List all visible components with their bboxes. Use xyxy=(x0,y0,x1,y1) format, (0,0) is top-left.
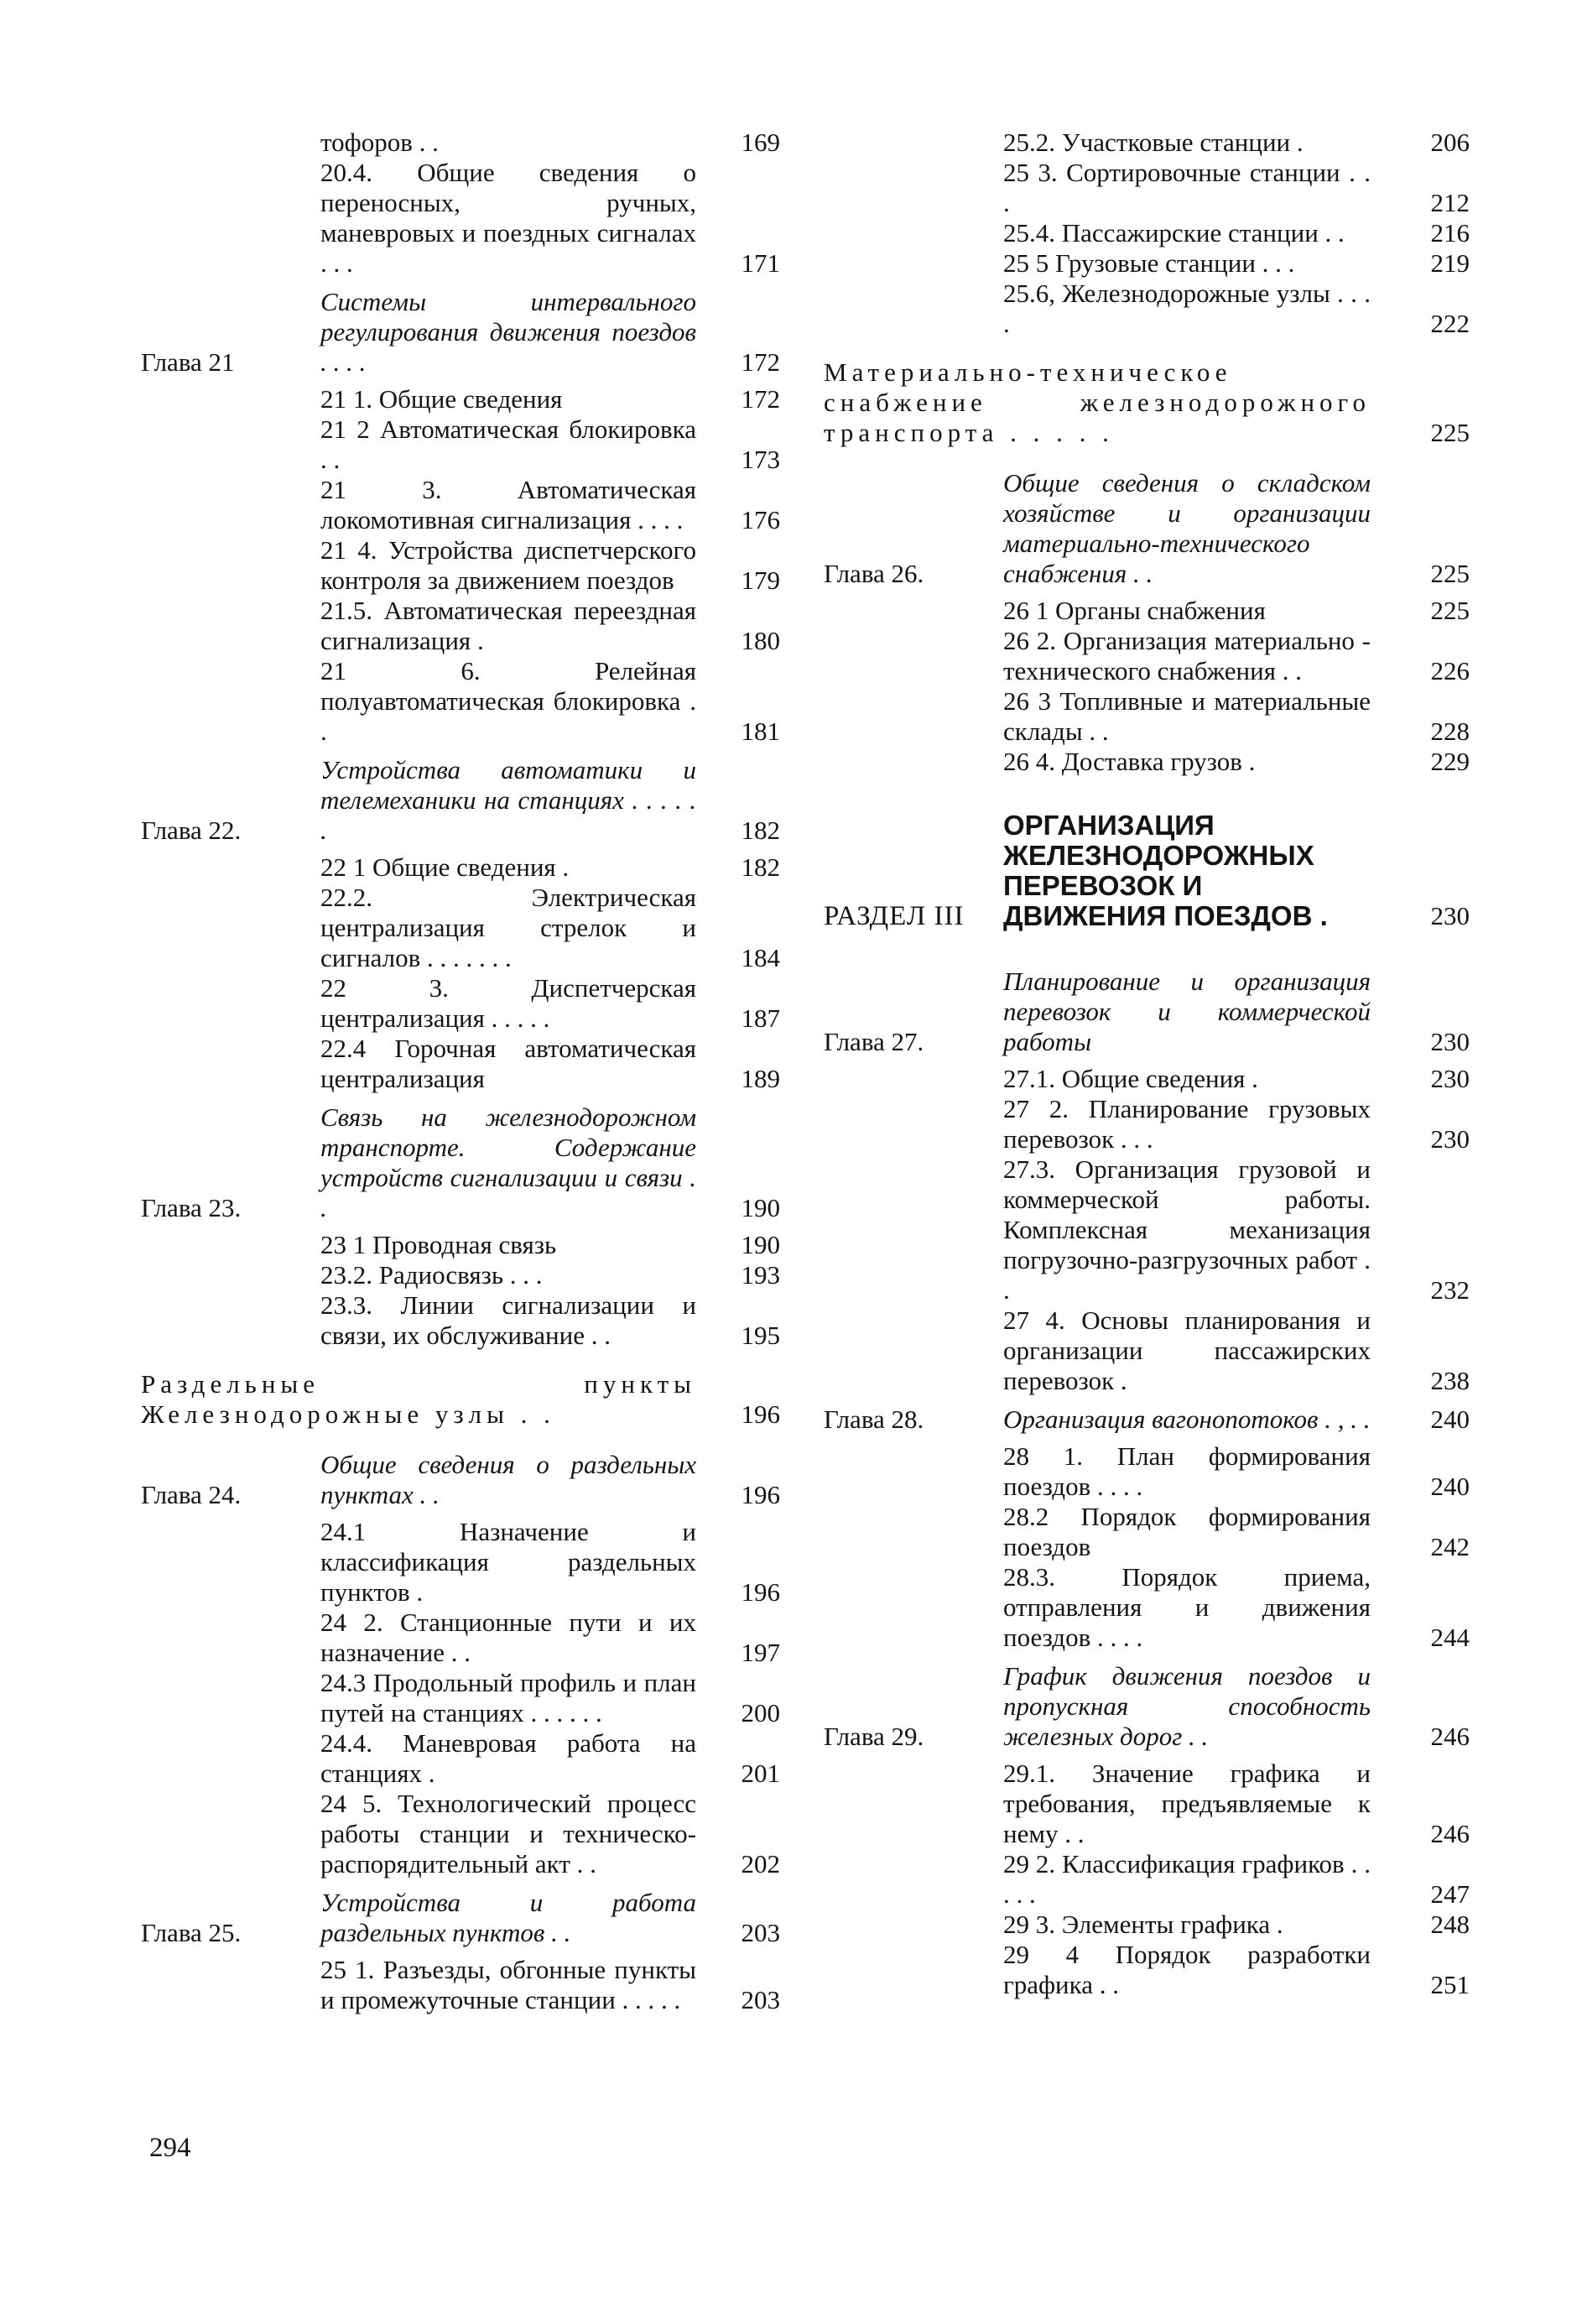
toc-title: 28.3. Порядок приема, отправления и движения поездов . . . . xyxy=(1003,1562,1371,1652)
toc-page-number: 200 xyxy=(741,1698,780,1727)
spacer xyxy=(824,339,1470,357)
spacer xyxy=(824,448,1470,466)
toc-title: 24 5. Технологический процесс работы станции и техническо-распорядительный акт . . xyxy=(320,1789,696,1878)
toc-title: 25 3. Сортировочные станции . . . xyxy=(1003,158,1371,217)
toc-label: Глава 21 xyxy=(141,347,235,377)
toc-page-number: 172 xyxy=(741,384,780,414)
toc-page-number: 230 xyxy=(1430,901,1470,930)
toc-entry-sub xyxy=(141,535,780,596)
toc-page-number: 248 xyxy=(1430,1910,1470,1939)
toc-entry-sub xyxy=(824,218,1470,248)
toc-entry-sub xyxy=(824,596,1470,626)
toc-page-number: 184 xyxy=(741,943,780,972)
toc-title: Планирование и организация перевозок и коммерческой работы xyxy=(1003,967,1371,1056)
toc-page-number: 179 xyxy=(741,565,780,595)
spacer xyxy=(824,1057,1470,1064)
toc-page-number: 219 xyxy=(1430,248,1470,278)
toc-entry-chapter xyxy=(824,1404,1470,1435)
spacer xyxy=(141,1510,780,1517)
toc-title: 29 4 Порядок разработки графика . . xyxy=(1003,1940,1371,1999)
toc-title: 25.2. Участковые станции . xyxy=(1003,128,1304,157)
toc-title: Раздельные пункты Железнодорожные узлы . . xyxy=(141,1369,696,1429)
toc-entry-sub xyxy=(824,1064,1470,1094)
toc-page-number: 247 xyxy=(1430,1879,1470,1909)
toc-page-number: 225 xyxy=(1430,418,1470,447)
toc-title: 29 3. Элементы графика . xyxy=(1003,1910,1283,1939)
toc-entry-sub xyxy=(824,279,1470,339)
toc-title: 23 1 Проводная связь xyxy=(320,1230,557,1259)
toc-page-number: 246 xyxy=(1430,1819,1470,1848)
toc-entry-sub xyxy=(824,1441,1470,1502)
spacer xyxy=(824,1752,1470,1759)
toc-entry-chapter xyxy=(141,1450,780,1510)
toc-title: 22 1 Общие сведения . xyxy=(320,852,570,882)
toc-title: Устройства и работа раздельных пунктов . . xyxy=(320,1888,696,1947)
toc-entry-sub xyxy=(141,414,780,475)
toc-entry-sub xyxy=(824,747,1470,777)
toc-label: Глава 23. xyxy=(141,1193,242,1222)
toc-title: 27 4. Основы планирования и организации пассажирских перевозок . xyxy=(1003,1305,1371,1395)
toc-label: Глава 28. xyxy=(824,1404,924,1434)
spacer xyxy=(141,846,780,852)
toc-page-number: 181 xyxy=(741,716,780,746)
toc-entry-sub xyxy=(824,1759,1470,1849)
toc-page-number: 238 xyxy=(1430,1366,1470,1395)
toc-page-number: 172 xyxy=(741,347,780,377)
toc-title: 26 1 Органы снабжения xyxy=(1003,596,1266,625)
toc-page-number: 203 xyxy=(741,1985,780,2014)
spacer xyxy=(141,1879,780,1886)
toc-title: 20.4. Общие сведения о переносных, ручных, маневровых и поездных сигналах . . . xyxy=(320,158,696,278)
toc-page-number: 230 xyxy=(1430,1027,1470,1056)
toc-title: 24.3 Продольный профиль и план путей на станциях . . . . . . xyxy=(320,1668,696,1727)
toc-entry-chapter xyxy=(824,468,1470,589)
toc-page-number: 244 xyxy=(1430,1623,1470,1652)
toc-entry-sub xyxy=(141,1668,780,1728)
toc-page-number: 182 xyxy=(741,852,780,882)
toc-page-number: 230 xyxy=(1430,1124,1470,1154)
toc-entry-chapter xyxy=(141,1102,780,1223)
toc-title: 21.5. Автоматическая переездная сигнализация . xyxy=(320,596,696,655)
spacer xyxy=(824,1435,1470,1441)
toc-entry-part xyxy=(824,810,1470,931)
spacer xyxy=(824,777,1470,810)
toc-page-number: 193 xyxy=(741,1260,780,1290)
toc-entry-sub xyxy=(141,384,780,414)
toc-label: Глава 29. xyxy=(824,1722,924,1751)
toc-entry-sub xyxy=(141,1955,780,2015)
toc-page-number: 201 xyxy=(741,1759,780,1788)
page-number: 294 xyxy=(149,2133,191,2163)
toc-title: 21 3. Автоматическая локомотивная сигнализация . . . . xyxy=(320,475,696,534)
toc-page-number: 242 xyxy=(1430,1532,1470,1561)
spacer xyxy=(141,1948,780,1955)
toc-page-number: 216 xyxy=(1430,218,1470,248)
toc-title: 26 2. Организация материально - технического снабжения . . xyxy=(1003,626,1371,685)
toc-entry-sub xyxy=(824,248,1470,279)
toc-title: 24.1 Назначение и классификация раздельных пунктов . xyxy=(320,1517,696,1607)
toc-title: 23.3. Линии сигнализации и связи, их обслуживание . . xyxy=(320,1290,696,1350)
spacer xyxy=(141,1094,780,1101)
toc-entry-sub xyxy=(824,626,1470,686)
toc-entry-sub xyxy=(824,686,1470,747)
toc-entry-chapter xyxy=(141,1888,780,1948)
toc-page-number: 240 xyxy=(1430,1472,1470,1501)
toc-entry-sub xyxy=(141,852,780,883)
toc-label: Глава 24. xyxy=(141,1480,242,1509)
toc-page-number: 229 xyxy=(1430,747,1470,776)
toc-label: Глава 26. xyxy=(824,559,924,588)
toc-entry-chapter xyxy=(141,755,780,846)
toc-entry-sub xyxy=(824,1305,1470,1396)
toc-entry-sub xyxy=(141,128,780,158)
toc-page-number: 196 xyxy=(741,1480,780,1509)
toc-title: Связь на железнодорожном транспорте. Содержание устройств сигнализации и связи . . xyxy=(320,1102,696,1222)
toc-page-number: 197 xyxy=(741,1638,780,1667)
toc-entry-sub xyxy=(824,1502,1470,1562)
toc-entry-sub xyxy=(141,1789,780,1879)
toc-entry-sub xyxy=(141,475,780,535)
toc-entry-section xyxy=(824,357,1470,448)
toc-entry-sub xyxy=(824,1154,1470,1305)
toc-page-number: 246 xyxy=(1430,1722,1470,1751)
toc-title: 25.4. Пассажирские станции . . xyxy=(1003,218,1345,248)
spacer xyxy=(824,931,1470,965)
toc-title: 25 5 Грузовые станции . . . xyxy=(1003,248,1295,278)
toc-page-number: 169 xyxy=(741,128,780,157)
toc-entry-sub xyxy=(824,1940,1470,2000)
toc-entry-chapter xyxy=(141,287,780,378)
toc-entry-sub xyxy=(141,158,780,279)
toc-page-number: 225 xyxy=(1430,596,1470,625)
toc-page-number: 196 xyxy=(741,1399,780,1429)
spacer xyxy=(824,589,1470,596)
toc-page-number: 203 xyxy=(741,1918,780,1947)
toc-entry-sub xyxy=(141,1230,780,1260)
toc-entry-sub xyxy=(141,1260,780,1290)
toc-entry-sub xyxy=(824,158,1470,218)
toc-entry-sub xyxy=(141,1517,780,1608)
toc-page-number: 251 xyxy=(1430,1970,1470,1999)
toc-page-number: 228 xyxy=(1430,716,1470,746)
spacer xyxy=(141,1351,780,1369)
toc-title: 21 4. Устройства диспетчерского контроля за движением поездов xyxy=(320,535,696,595)
toc-entry-chapter xyxy=(824,967,1470,1057)
toc-page-number: 182 xyxy=(741,815,780,845)
toc-title: 25.6, Железнодорожные узлы . . . . xyxy=(1003,279,1371,338)
toc-page-number: 202 xyxy=(741,1849,780,1878)
spacer xyxy=(824,1653,1470,1660)
toc-page-number: 190 xyxy=(741,1193,780,1222)
toc-page-number: 225 xyxy=(1430,559,1470,588)
spacer xyxy=(141,1430,780,1448)
toc-left-column xyxy=(141,128,780,2015)
toc-title: График движения поездов и пропускная способность железных дорог . . xyxy=(1003,1661,1371,1751)
toc-entry-sub xyxy=(141,1034,780,1094)
toc-page-number: 187 xyxy=(741,1003,780,1033)
toc-title: 27.3. Организация грузовой и коммерческой работы. Комплексная механизация погрузочно-разгрузочных работ . . xyxy=(1003,1154,1371,1305)
toc-title: 27.1. Общие сведения . xyxy=(1003,1064,1258,1093)
toc-entry-section xyxy=(141,1369,780,1430)
toc-entry-sub xyxy=(141,973,780,1034)
toc-title: Устройства автоматики и телемеханики на станциях . . . . . . xyxy=(320,755,696,845)
toc-title: 22 3. Диспетчерская централизация . . . . . xyxy=(320,973,696,1033)
toc-title: Системы интервального регулирования движения поездов . . . . xyxy=(320,287,696,377)
toc-title: Организация вагонопотоков . , . . xyxy=(1003,1404,1371,1434)
toc-title: ОРГАНИЗАЦИЯ ЖЕЛЕЗНОДОРОЖНЫХ ПЕРЕВОЗОК И ДВИЖЕНИЯ ПОЕЗДОВ . xyxy=(1003,810,1328,931)
toc-page-number: 232 xyxy=(1430,1275,1470,1305)
toc-entry-sub xyxy=(141,656,780,747)
toc-page-number: 190 xyxy=(741,1230,780,1259)
toc-entry-sub xyxy=(824,1910,1470,1940)
toc-title: 24 2. Станционные пути и их назначение . . xyxy=(320,1608,696,1667)
toc-title: 28.2 Порядок формирования поездов xyxy=(1003,1502,1371,1561)
toc-page-number: 189 xyxy=(741,1064,780,1093)
toc-title: 29.1. Значение графика и требования, предъявляемые к нему . . xyxy=(1003,1759,1371,1848)
toc-title: 25 1. Разъезды, обгонные пункты и промежуточные станции . . . . . xyxy=(320,1955,696,2014)
toc-page-number: 222 xyxy=(1430,309,1470,338)
toc-title: 29 2. Классификация графиков . . . . . xyxy=(1003,1849,1371,1909)
toc-page-number: 212 xyxy=(1430,188,1470,217)
toc-label: РАЗДЕЛ III xyxy=(824,901,965,931)
toc-title: тофоров . . xyxy=(320,128,439,157)
toc-entry-chapter xyxy=(824,1661,1470,1752)
toc-title: Материально-техническое снабжение железнодорожного транспорта . . . . . xyxy=(824,357,1371,447)
toc-right-column xyxy=(824,128,1470,2000)
spacer xyxy=(141,747,780,753)
spacer xyxy=(141,1223,780,1230)
toc-page-number: 196 xyxy=(741,1577,780,1607)
toc-label: Глава 22. xyxy=(141,815,242,845)
toc-title: 26 3 Топливные и материальные склады . . xyxy=(1003,686,1371,746)
spacer xyxy=(824,1396,1470,1403)
toc-title: 23.2. Радиосвязь . . . xyxy=(320,1260,543,1290)
toc-entry-sub xyxy=(141,883,780,973)
toc-page-number: 206 xyxy=(1430,128,1470,157)
spacer xyxy=(141,378,780,384)
toc-page-number: 180 xyxy=(741,626,780,655)
toc-entry-sub xyxy=(824,1562,1470,1653)
toc-title: 24.4. Маневровая работа на станциях . xyxy=(320,1728,696,1788)
toc-page-number: 173 xyxy=(741,445,780,474)
toc-title: 27 2. Планирование грузовых перевозок . . . xyxy=(1003,1094,1371,1154)
toc-page-number: 230 xyxy=(1430,1064,1470,1093)
toc-title: Общие сведения о раздельных пунктах . . xyxy=(320,1450,696,1509)
toc-label: Глава 25. xyxy=(141,1918,242,1947)
toc-entry-sub xyxy=(141,1728,780,1789)
toc-title: Общие сведения о складском хозяйстве и организации материально-технического снабжения . . xyxy=(1003,468,1371,588)
toc-title: 21 1. Общие сведения xyxy=(320,384,563,414)
toc-page-number: 226 xyxy=(1430,656,1470,685)
toc-label: Глава 27. xyxy=(824,1027,924,1056)
toc-page-number: 176 xyxy=(741,505,780,534)
toc-page-number: 240 xyxy=(1430,1404,1470,1434)
toc-title: 22.2. Электрическая централизация стрелок и сигналов . . . . . . . xyxy=(320,883,696,972)
toc-title: 22.4 Горочная автоматическая централизация xyxy=(320,1034,696,1093)
toc-title: 28 1. План формирования поездов . . . . xyxy=(1003,1441,1371,1501)
spacer xyxy=(141,279,780,285)
toc-entry-sub xyxy=(824,128,1470,158)
toc-page-number: 171 xyxy=(741,248,780,278)
toc-entry-sub xyxy=(824,1849,1470,1910)
toc-title: 21 6. Релейная полуавтоматическая блокировка . . xyxy=(320,656,696,746)
toc-entry-sub xyxy=(141,1608,780,1668)
toc-entry-sub xyxy=(141,596,780,656)
toc-title: 21 2 Автоматическая блокировка . . xyxy=(320,414,696,474)
toc-page-number: 195 xyxy=(741,1321,780,1350)
toc-title: 26 4. Доставка грузов . xyxy=(1003,747,1256,776)
toc-entry-sub xyxy=(141,1290,780,1351)
toc-entry-sub xyxy=(824,1094,1470,1154)
